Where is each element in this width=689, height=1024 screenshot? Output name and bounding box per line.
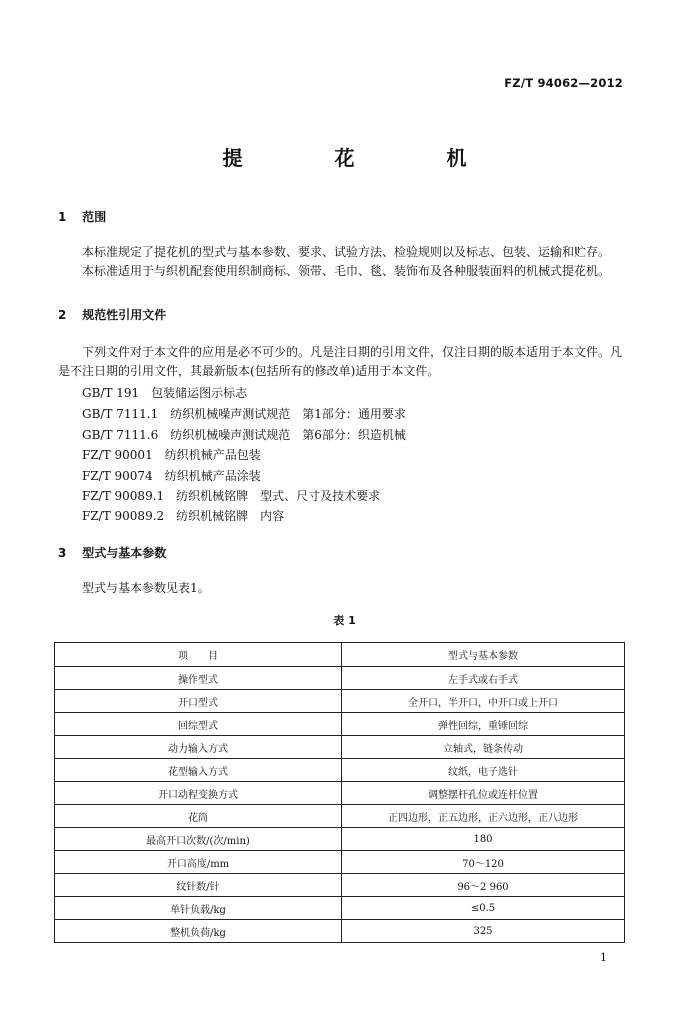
table-cell-value: 325 <box>342 920 625 943</box>
table-cell-value: 70～120 <box>342 851 625 874</box>
section-number: 2 <box>58 308 67 322</box>
section-number: 3 <box>58 546 67 560</box>
section-title: 范围 <box>82 210 107 224</box>
table-cell-value: 弹性回综，重锤回综 <box>342 713 625 736</box>
table-cell-value: 左手式或右手式 <box>342 667 625 690</box>
table-cell-item: 整机负荷/kg <box>55 920 342 943</box>
section-title: 规范性引用文件 <box>82 308 167 322</box>
table-cell-item: 花型输入方式 <box>55 759 342 782</box>
table-caption: 表 1 <box>333 614 356 627</box>
table-row <box>55 805 625 828</box>
table-header-value: 型式与基本参数 <box>342 643 625 667</box>
table-row <box>55 920 625 943</box>
document-title: 提 花 机 <box>222 146 503 170</box>
table-cell-value: 全开口，半开口，中开口或上开口 <box>342 690 625 713</box>
table-row <box>55 874 625 897</box>
table-cell-item: 开口高度/mm <box>55 851 342 874</box>
reference-item: GB/T 191 包装储运图示标志 <box>82 386 248 400</box>
table-cell-value: 立轴式，链条传动 <box>342 736 625 759</box>
table-header-item: 项 目 <box>55 643 342 667</box>
table-cell-item: 最高开口次数/(次/min) <box>55 828 342 851</box>
table-cell-item: 开口动程变换方式 <box>55 782 342 805</box>
section-1-heading <box>58 208 106 225</box>
table-row <box>55 851 625 874</box>
reference-item: FZ/T 90074 纺织机械产品涂装 <box>82 469 261 483</box>
table-row <box>55 667 625 690</box>
table-row <box>55 897 625 920</box>
page-number: 1 <box>600 951 607 964</box>
table-cell-item: 花筒 <box>55 805 342 828</box>
section-3-heading <box>58 544 166 561</box>
table-cell-item: 纹针数/针 <box>55 874 342 897</box>
table-row <box>55 690 625 713</box>
table-cell-item: 操作型式 <box>55 667 342 690</box>
section-number: 1 <box>58 210 67 224</box>
parameters-table <box>54 642 625 943</box>
standard-code: FZ/T 94062—2012 <box>504 76 623 90</box>
table-cell-value: 纹纸，电子选针 <box>342 759 625 782</box>
reference-item: GB/T 7111.1 纺织机械噪声测试规范 第1部分：通用要求 <box>82 407 406 421</box>
reference-item: GB/T 7111.6 纺织机械噪声测试规范 第6部分：织造机械 <box>82 428 406 442</box>
reference-item: FZ/T 90089.1 纺织机械铭牌 型式、尺寸及技术要求 <box>82 489 381 503</box>
table-row <box>55 736 625 759</box>
table-row <box>55 828 625 851</box>
table-cell-value: ≤0.5 <box>342 897 625 920</box>
table-row <box>55 782 625 805</box>
section-3-paragraph: 型式与基本参数见表1。 <box>82 581 210 595</box>
table-cell-item: 回综型式 <box>55 713 342 736</box>
table-row <box>55 713 625 736</box>
section-2-heading <box>58 306 166 323</box>
table-cell-value: 180 <box>342 828 625 851</box>
table-cell-item: 动力输入方式 <box>55 736 342 759</box>
scope-paragraph-1: 本标准规定了提花机的型式与基本参数、要求、试验方法、检验规则以及标志、包装、运输和贮存。 <box>82 245 611 259</box>
table-cell-value: 正四边形，正五边形，正六边形，正八边形 <box>342 805 625 828</box>
table-cell-value: 96～2 960 <box>342 874 625 897</box>
references-intro: 下列文件对于本文件的应用是必不可少的。凡是注日期的引用文件，仅注日期的版本适用于本文件。凡是不注日期的引用文件，其最新版本(包括所有的修改单)适用于本文件。 <box>58 345 623 378</box>
table-cell-item: 单针负载/kg <box>55 897 342 920</box>
scope-paragraph-2: 本标准适用于与织机配套使用织制商标、领带、毛巾、毯、装饰布及各种服装面料的机械式提花机。 <box>82 264 611 278</box>
reference-item: FZ/T 90089.2 纺织机械铭牌 内容 <box>82 509 285 523</box>
table-cell-item: 开口型式 <box>55 690 342 713</box>
table-cell-value: 调整摆杆孔位或连杆位置 <box>342 782 625 805</box>
table-header-row <box>55 643 625 667</box>
table-row <box>55 759 625 782</box>
section-title: 型式与基本参数 <box>82 546 167 560</box>
reference-item: FZ/T 90001 纺织机械产品包装 <box>82 448 261 462</box>
